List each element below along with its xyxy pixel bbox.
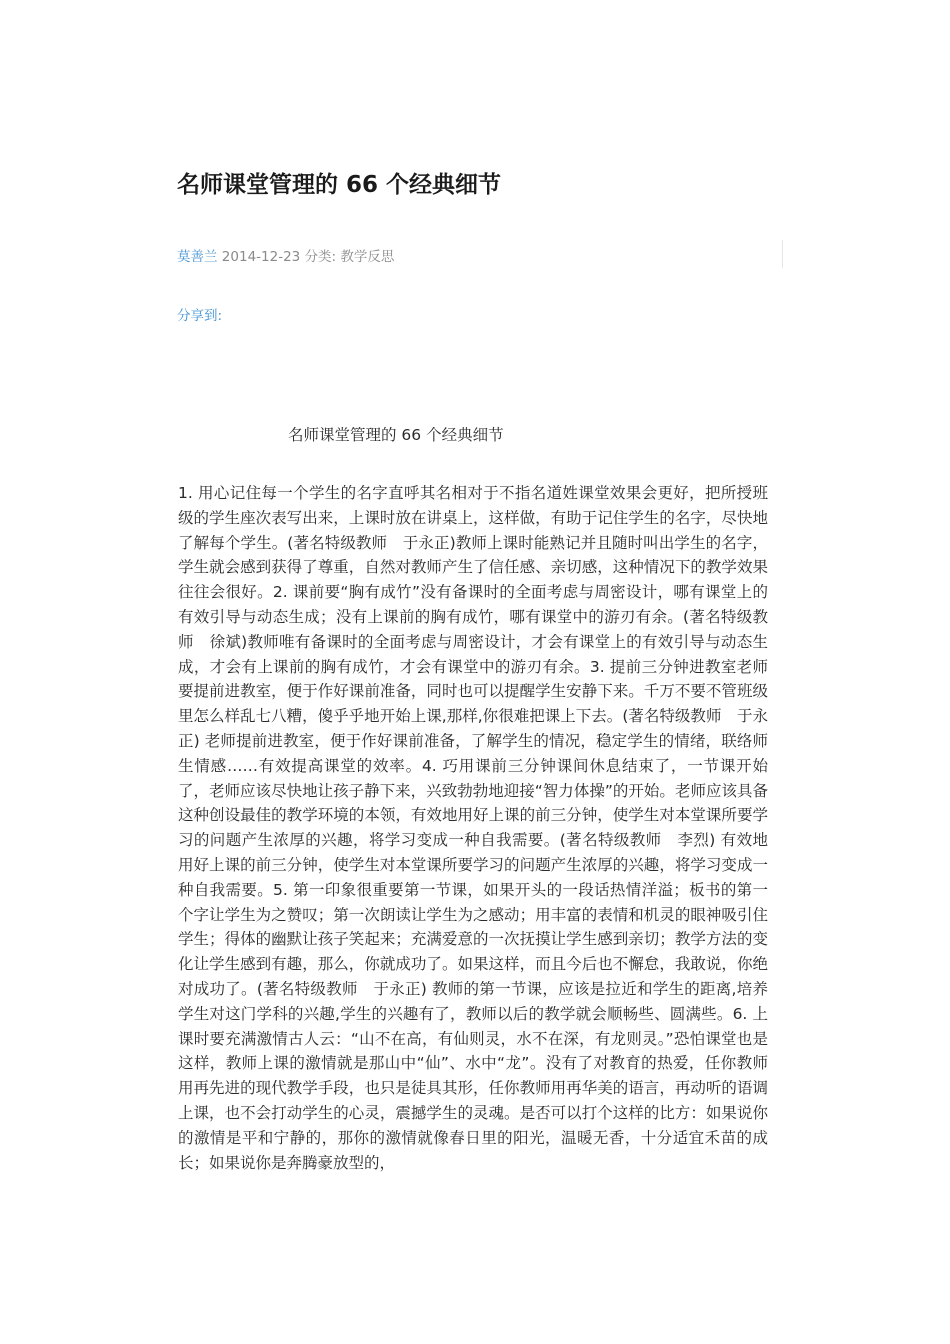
article-meta [177, 245, 394, 265]
category-label: 分类: [304, 249, 337, 265]
article-body: 1. 用心记住每一个学生的名字直呼其名相对于不指名道姓课堂效果会更好，把所授班级的学生座次表写出来，上课时放在讲桌上，这样做，有助于记住学生的名字，尽快地了解每个学生。(著名特级教师 于永正)教师上课时能熟记并且随时叫出学生的名字，学生就会感到获得了尊重，自然对教师产生了信任感、亲切感，这种情况下的教学效果往往会很好。2. 课前要“胸有成竹”没有备课时的全面考虑与周密设计，哪有课堂上的有效引导与动态生成；没有上课前的胸有成竹，哪有课堂中的游刃有余。(著名特级教师 徐斌)教师唯有备课时的全面考虑与周密设计，才会有课堂上的有效引导与动态生成，才会有上课前的胸有成竹，才会有课堂中的游刃有余。3. 提前三分钟进教室老师要提前进教室，便于作好课前准备，同时也可以提醒学生安静下来。千万不要不管班级里怎么样乱七八糟，傻乎乎地开始上课,那样,你很难把课上下去。(著名特级教师 于永正) 老师提前进教室，便于作好课前准备，了解学生的情况，稳定学生的情绪，联络师生情感……有效提高课堂的效率。4. 巧用课前三分钟课间休息结束了，一节课开始了，老师应该尽快地让孩子静下来，兴致勃勃地迎接“智力体操”的开始。老师应该具备这种创设最佳的教学环境的本领，有效地用好上课的前三分钟，使学生对本堂课所要学习的问题产生浓厚的兴趣，将学习变成一种自我需要。(著名特级教师 李烈) 有效地用好上课的前三分钟，使学生对本堂课所要学习的问题产生浓厚的兴趣，将学习变成一种自我需要。5. 第一印象很重要第一节课，如果开头的一段话热情洋溢；板书的第一个字让学生为之赞叹；第一次朗读让学生为之感动；用丰富的表情和机灵的眼神吸引住学生；得体的幽默让孩子笑起来；充满爱意的一次抚摸让学生感到亲切；教学方法的变化让学生感到有趣，那么，你就成功了。如果这样，而且今后也不懈怠，我敢说，你绝对成功了。(著名特级教师 于永正) 教师的第一节课，应该是拉近和学生的距离,培养学生对这门学科的兴趣,学生的兴趣有了，教师以后的教学就会顺畅些、圆满些。6. 上课时要充满激情古人云：“山不在高，有仙则灵，水不在深，有龙则灵。”恐怕课堂也是这样，教师上课的激情就是那山中“仙”、水中“龙”。没有了对教育的热爱，任你教师用再先进的现代教学手段，也只是徒具其形，任你教师用再华美的语言，再动听的语调上课，也不会打动学生的心灵，震撼学生的灵魂。是否可以打个这样的比方：如果说你的激情是平和宁静的，那你的激情就像春日里的阳光，温暖无香，十分适宜禾苗的成长；如果说你是奔腾豪放型的， [178, 484, 768, 1172]
meta-divider [782, 240, 783, 268]
page-title: 名师课堂管理的 66 个经典细节 [177, 172, 502, 198]
publish-date: 2014-12-23 [221, 249, 301, 265]
share-label: 分享到: [177, 308, 223, 324]
article-sub-title: 名师课堂管理的 66 个经典细节 [288, 426, 504, 444]
category-link[interactable]: 教学反思 [340, 249, 395, 265]
author-link[interactable]: 莫善兰 [177, 249, 218, 265]
